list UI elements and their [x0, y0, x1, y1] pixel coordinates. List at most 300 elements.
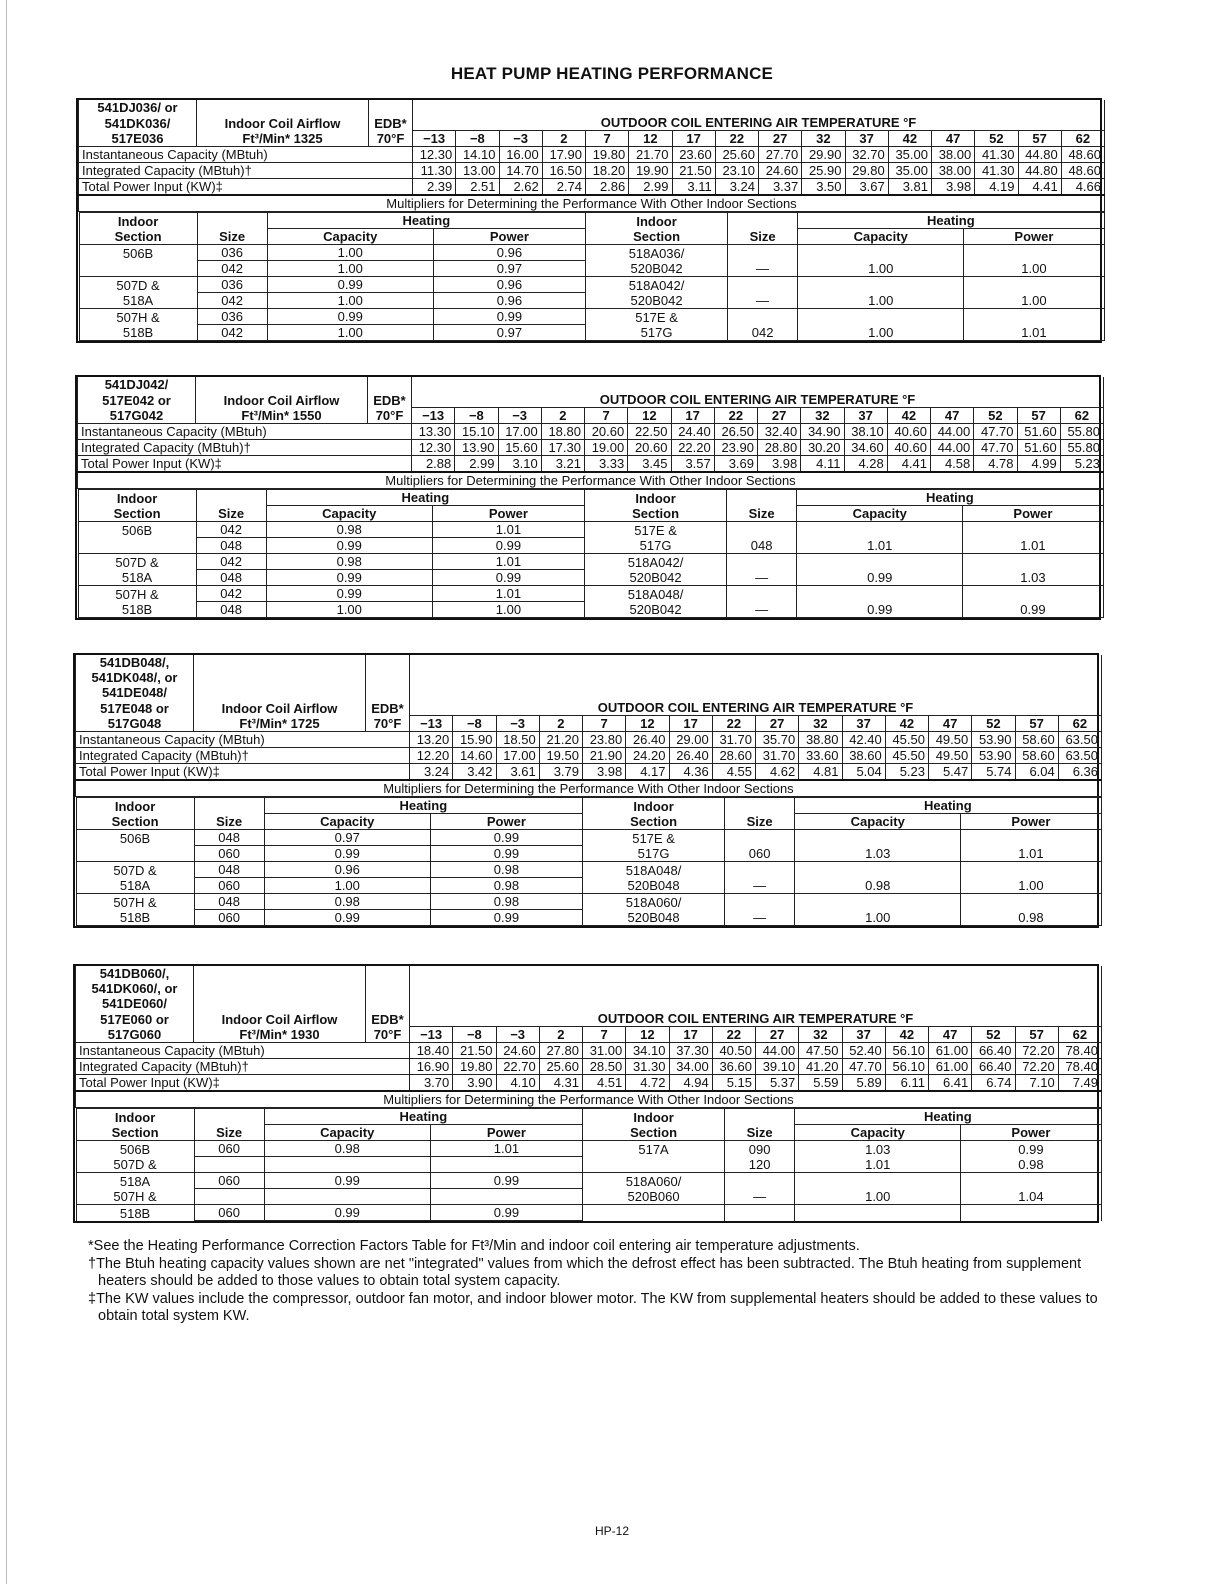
left-cell: 0.99: [266, 538, 432, 554]
value-cell: 3.50: [802, 179, 845, 196]
row-label: Instantaneous Capacity (MBtuh): [79, 147, 413, 163]
value-cell: 4.51: [583, 1075, 626, 1092]
value-cell: 3.37: [759, 179, 802, 196]
edb-temp: 70°F: [369, 131, 413, 147]
right-cell: [961, 830, 1101, 846]
left-cell: 042: [197, 261, 267, 277]
multiplier-row: [76, 878, 1101, 894]
value-cell: 16.90: [410, 1059, 453, 1075]
right-cell: 1.00: [795, 910, 961, 926]
multiplier-row: [79, 309, 1104, 325]
right-cell: 0.99: [797, 570, 963, 586]
value-cell: 4.58: [931, 456, 974, 473]
value-cell: 16.50: [542, 163, 585, 179]
value-cell: 31.30: [626, 1059, 669, 1075]
right-cell: 1.03: [963, 570, 1103, 586]
left-cell: 1.01: [430, 1141, 582, 1157]
airflow-cfm: Ft³/Min* 1550: [196, 408, 368, 424]
heating-header: Heating: [795, 798, 1101, 814]
model-number: 517E042 or: [78, 392, 196, 408]
left-cell: [78, 538, 196, 554]
value-cell: 47.70: [974, 424, 1017, 440]
airflow-cfm: Ft³/Min* 1930: [194, 1027, 366, 1043]
temp-header-6: 17: [669, 716, 712, 732]
value-cell: 78.40: [1058, 1043, 1101, 1059]
left-cell: 0.98: [430, 862, 582, 878]
value-cell: 44.80: [1018, 147, 1061, 163]
multiplier-row: [76, 894, 1101, 910]
multipliers-caption: Multipliers for Determining the Performance With Other Indoor Sections: [76, 780, 1102, 797]
value-cell: 33.60: [799, 748, 842, 764]
value-cell: 23.60: [672, 147, 715, 163]
value-cell: 37.30: [669, 1043, 712, 1059]
left-cell: 507H &: [79, 309, 197, 325]
indoor-multiplier-table: [79, 212, 1105, 341]
value-cell: 24.40: [671, 424, 714, 440]
capacity-header: Capacity: [267, 229, 433, 245]
temp-header-12: 47: [932, 131, 975, 147]
blank: [727, 490, 797, 506]
edb-blank: [366, 670, 410, 685]
power-header: Power: [963, 506, 1103, 522]
power-header: Power: [964, 229, 1104, 245]
airflow-cfm: Ft³/Min* 1725: [194, 716, 366, 732]
left-cell: 042: [196, 586, 266, 602]
value-cell: 3.24: [410, 764, 453, 781]
value-cell: 34.00: [669, 1059, 712, 1075]
capacity-header: Capacity: [266, 506, 432, 522]
value-cell: 27.80: [539, 1043, 582, 1059]
heating-header: Heating: [264, 1109, 582, 1125]
left-cell: 042: [196, 554, 266, 570]
value-cell: 32.70: [845, 147, 888, 163]
value-cell: 3.33: [585, 456, 628, 473]
left-cell: [264, 1189, 430, 1205]
value-cell: 51.60: [1017, 424, 1060, 440]
right-cell: 120: [725, 1157, 795, 1173]
capacity-header: Capacity: [264, 1125, 430, 1141]
right-cell: 1.00: [798, 261, 964, 277]
model-number: 517E048 or: [76, 700, 194, 716]
value-cell: 20.60: [585, 424, 628, 440]
left-cell: [194, 1157, 264, 1173]
instantaneous-capacity-row: [76, 1043, 1102, 1059]
value-cell: 39.10: [756, 1059, 799, 1075]
value-cell: 17.30: [541, 440, 584, 456]
performance-block-048: [73, 653, 1099, 928]
value-cell: 27.70: [759, 147, 802, 163]
temp-header-0: −13: [410, 1027, 453, 1043]
left-cell: 0.99: [264, 846, 430, 862]
row-label: Total Power Input (KW)‡: [76, 764, 410, 781]
value-cell: 13.30: [412, 424, 455, 440]
left-cell: 060: [194, 1141, 264, 1157]
value-cell: 4.41: [1018, 179, 1061, 196]
performance-block-042: [75, 375, 1101, 620]
temp-header-10: 37: [845, 131, 888, 147]
header-blank: [410, 655, 1102, 670]
header-blank: [410, 670, 1102, 685]
left-cell: 0.99: [267, 309, 433, 325]
value-cell: 4.94: [669, 1075, 712, 1092]
temp-header-3: 2: [539, 1027, 582, 1043]
temp-header-11: 42: [888, 131, 931, 147]
edb-label: EDB*: [368, 392, 412, 408]
temp-header-4: 7: [586, 131, 629, 147]
right-cell: [725, 1205, 795, 1221]
value-cell: 3.11: [672, 179, 715, 196]
airflow-blank: [194, 670, 366, 685]
header-blank: [412, 377, 1104, 392]
value-cell: 2.51: [456, 179, 499, 196]
value-cell: 28.80: [758, 440, 801, 456]
left-cell: 0.99: [267, 277, 433, 293]
left-cell: 048: [194, 894, 264, 910]
right-cell: [797, 522, 963, 538]
value-cell: 29.00: [669, 732, 712, 748]
temp-header-15: 62: [1058, 1027, 1101, 1043]
temp-header-13: 52: [972, 1027, 1015, 1043]
temp-header-9: 32: [799, 716, 842, 732]
size-header: Size: [725, 814, 795, 830]
edb-blank: [368, 377, 412, 392]
indoor-header: Indoor: [585, 213, 727, 229]
value-cell: 36.60: [712, 1059, 755, 1075]
value-cell: 25.60: [715, 147, 758, 163]
multiplier-table-cell: [76, 1108, 1102, 1222]
blank: [194, 1109, 264, 1125]
left-cell: 0.99: [432, 538, 584, 554]
right-cell: 518A060/: [582, 894, 724, 910]
left-cell: 048: [196, 602, 266, 618]
value-cell: 19.80: [453, 1059, 496, 1075]
outdoor-temp-header: OUTDOOR COIL ENTERING AIR TEMPERATURE °F: [413, 115, 1105, 131]
multiplier-row: [76, 1173, 1101, 1189]
indoor-header: Indoor: [584, 490, 726, 506]
value-cell: 31.70: [756, 748, 799, 764]
left-cell: 0.98: [266, 522, 432, 538]
right-cell: 048: [727, 538, 797, 554]
left-cell: [79, 261, 197, 277]
right-cell: 1.00: [795, 1189, 961, 1205]
value-cell: 6.41: [929, 1075, 972, 1092]
value-cell: 24.60: [759, 163, 802, 179]
left-cell: 1.01: [432, 522, 584, 538]
airflow-label: Indoor Coil Airflow: [194, 700, 366, 716]
edb-blank: [369, 100, 413, 115]
value-cell: 12.30: [412, 440, 455, 456]
value-cell: 38.00: [932, 163, 975, 179]
temp-header-14: 57: [1015, 716, 1058, 732]
edb-temp: 70°F: [366, 716, 410, 732]
temp-header-0: −13: [412, 408, 455, 424]
right-cell: 060: [725, 846, 795, 862]
value-cell: 48.60: [1061, 163, 1104, 179]
value-cell: 26.40: [669, 748, 712, 764]
value-cell: 3.24: [715, 179, 758, 196]
value-cell: 55.80: [1060, 440, 1103, 456]
temp-header-0: −13: [410, 716, 453, 732]
left-cell: 060: [194, 1173, 264, 1189]
value-cell: 51.60: [1017, 440, 1060, 456]
value-cell: 15.10: [455, 424, 498, 440]
edb-label: EDB*: [369, 115, 413, 131]
right-cell: [727, 586, 797, 602]
left-cell: 0.97: [433, 261, 585, 277]
section-header: Section: [79, 229, 197, 245]
right-cell: 1.00: [961, 878, 1101, 894]
value-cell: 49.50: [929, 748, 972, 764]
value-cell: 41.20: [799, 1059, 842, 1075]
right-cell: 1.01: [795, 1157, 961, 1173]
left-cell: 507H &: [76, 894, 194, 910]
value-cell: 21.90: [583, 748, 626, 764]
value-cell: 28.50: [583, 1059, 626, 1075]
right-cell: 0.99: [963, 602, 1103, 618]
model-number: 541DE048/: [76, 685, 194, 700]
value-cell: 22.70: [496, 1059, 539, 1075]
value-cell: 4.72: [626, 1075, 669, 1092]
heating-header: Heating: [267, 213, 585, 229]
multiplier-table-cell: [79, 212, 1105, 342]
value-cell: 29.80: [845, 163, 888, 179]
right-cell: [797, 586, 963, 602]
airflow-label: Indoor Coil Airflow: [197, 115, 369, 131]
right-cell: 518A060/: [582, 1173, 724, 1189]
integrated-capacity-row: [76, 1059, 1102, 1075]
heating-header: Heating: [795, 1109, 1101, 1125]
temp-header-14: 57: [1018, 131, 1061, 147]
value-cell: 17.00: [496, 748, 539, 764]
temp-header-6: 17: [671, 408, 714, 424]
value-cell: 12.30: [413, 147, 456, 163]
multiplier-row: [78, 570, 1103, 586]
multiplier-table-cell: [78, 489, 1104, 619]
temp-header-7: 22: [714, 408, 757, 424]
multiplier-row: [78, 538, 1103, 554]
right-cell: [795, 1205, 961, 1221]
blank: [196, 490, 266, 506]
right-cell: 1.01: [963, 538, 1103, 554]
left-cell: 0.99: [264, 1173, 430, 1189]
model-number: 541DB048/,: [76, 655, 194, 670]
airflow-blank: [194, 996, 366, 1011]
value-cell: 4.41: [887, 456, 930, 473]
power-header: Power: [430, 814, 582, 830]
left-cell: 0.99: [430, 910, 582, 926]
temp-header-0: −13: [413, 131, 456, 147]
blank: [197, 213, 267, 229]
value-cell: 3.67: [845, 179, 888, 196]
temp-header-14: 57: [1017, 408, 1060, 424]
right-cell: [963, 522, 1103, 538]
left-cell: 060: [194, 846, 264, 862]
value-cell: 3.79: [539, 764, 582, 781]
value-cell: 66.40: [972, 1043, 1015, 1059]
value-cell: 63.50: [1058, 732, 1101, 748]
header-blank: [410, 685, 1102, 700]
right-cell: [725, 894, 795, 910]
right-cell: —: [725, 910, 795, 926]
right-cell: 1.00: [798, 325, 964, 341]
left-cell: 0.97: [433, 325, 585, 341]
value-cell: 49.50: [929, 732, 972, 748]
left-cell: [430, 1189, 582, 1205]
value-cell: 11.30: [413, 163, 456, 179]
total-power-row: [79, 179, 1105, 196]
multiplier-row: [79, 261, 1104, 277]
airflow-blank: [194, 981, 366, 996]
airflow-blank: [194, 685, 366, 700]
instantaneous-capacity-row: [76, 732, 1102, 748]
right-cell: 517E &: [584, 522, 726, 538]
temp-header-9: 32: [799, 1027, 842, 1043]
temp-header-5: 12: [628, 408, 671, 424]
right-cell: [582, 1157, 724, 1173]
value-cell: 22.20: [671, 440, 714, 456]
multiplier-row: [76, 910, 1101, 926]
value-cell: 13.20: [410, 732, 453, 748]
model-number: 517G060: [76, 1027, 194, 1043]
section-header: Section: [582, 1125, 724, 1141]
left-cell: 1.00: [267, 245, 433, 261]
multiplier-row: [76, 1141, 1101, 1157]
temp-header-2: −3: [499, 131, 542, 147]
right-cell: —: [725, 1189, 795, 1205]
temp-header-8: 27: [756, 1027, 799, 1043]
value-cell: 38.60: [842, 748, 885, 764]
temp-header-4: 7: [583, 1027, 626, 1043]
value-cell: 40.50: [712, 1043, 755, 1059]
value-cell: 5.89: [842, 1075, 885, 1092]
right-cell: [961, 862, 1101, 878]
edb-blank: [366, 996, 410, 1011]
left-cell: 518A: [76, 1173, 194, 1189]
value-cell: 3.98: [583, 764, 626, 781]
value-cell: 5.23: [885, 764, 928, 781]
right-cell: 520B060: [582, 1189, 724, 1205]
value-cell: 34.60: [844, 440, 887, 456]
left-cell: 1.00: [267, 293, 433, 309]
model-number: 541DK048/, or: [76, 670, 194, 685]
value-cell: 78.40: [1058, 1059, 1101, 1075]
left-cell: 0.99: [266, 570, 432, 586]
left-cell: 518B: [76, 1205, 194, 1221]
multiplier-row: [76, 1157, 1101, 1173]
section-header: Section: [76, 1125, 194, 1141]
indoor-header: Indoor: [76, 798, 194, 814]
right-cell: 518A048/: [584, 586, 726, 602]
value-cell: 52.40: [842, 1043, 885, 1059]
right-cell: 520B048: [582, 910, 724, 926]
blank: [725, 1109, 795, 1125]
integrated-capacity-row: [79, 163, 1105, 179]
right-cell: [961, 894, 1101, 910]
section-header: Section: [76, 814, 194, 830]
value-cell: 41.30: [975, 147, 1018, 163]
value-cell: 38.00: [932, 147, 975, 163]
value-cell: 3.10: [498, 456, 541, 473]
value-cell: 4.28: [844, 456, 887, 473]
row-label: Total Power Input (KW)‡: [76, 1075, 410, 1092]
temp-header-11: 42: [887, 408, 930, 424]
section-header: Section: [585, 229, 727, 245]
temp-header-9: 32: [801, 408, 844, 424]
right-cell: 1.04: [961, 1189, 1101, 1205]
multiplier-row: [79, 293, 1104, 309]
edb-blank: [366, 685, 410, 700]
capacity-header: Capacity: [795, 814, 961, 830]
value-cell: 4.19: [975, 179, 1018, 196]
temp-header-10: 37: [844, 408, 887, 424]
value-cell: 26.40: [626, 732, 669, 748]
left-cell: 518A: [79, 293, 197, 309]
model-number: 517E060 or: [76, 1011, 194, 1027]
right-cell: —: [728, 293, 798, 309]
value-cell: 55.80: [1060, 424, 1103, 440]
left-cell: 518A: [78, 570, 196, 586]
value-cell: 2.39: [413, 179, 456, 196]
value-cell: 3.98: [758, 456, 801, 473]
left-cell: 1.00: [267, 261, 433, 277]
left-cell: 0.99: [430, 830, 582, 846]
value-cell: 2.99: [455, 456, 498, 473]
value-cell: 5.23: [1060, 456, 1103, 473]
value-cell: 15.60: [498, 440, 541, 456]
value-cell: 20.60: [628, 440, 671, 456]
value-cell: 47.50: [799, 1043, 842, 1059]
value-cell: 15.90: [453, 732, 496, 748]
value-cell: 3.21: [541, 456, 584, 473]
temp-header-8: 27: [758, 408, 801, 424]
value-cell: 44.00: [931, 440, 974, 456]
value-cell: 2.99: [629, 179, 672, 196]
value-cell: 14.60: [453, 748, 496, 764]
temp-header-15: 62: [1061, 131, 1104, 147]
left-cell: 0.98: [430, 878, 582, 894]
right-cell: [725, 862, 795, 878]
right-cell: —: [727, 570, 797, 586]
total-power-row: [76, 764, 1102, 781]
temp-header-6: 17: [672, 131, 715, 147]
section-header: Section: [582, 814, 724, 830]
temp-header-14: 57: [1015, 1027, 1058, 1043]
size-header: Size: [728, 229, 798, 245]
right-cell: 1.03: [795, 1141, 961, 1157]
right-cell: 1.00: [964, 261, 1104, 277]
value-cell: 7.10: [1015, 1075, 1058, 1092]
right-cell: [798, 277, 964, 293]
temp-header-2: −3: [496, 1027, 539, 1043]
right-cell: 518A036/: [585, 245, 727, 261]
left-cell: 0.98: [266, 554, 432, 570]
value-cell: 4.36: [669, 764, 712, 781]
temp-header-3: 2: [539, 716, 582, 732]
left-cell: 0.96: [264, 862, 430, 878]
temp-header-10: 37: [842, 1027, 885, 1043]
temp-header-11: 42: [885, 716, 928, 732]
left-cell: 0.99: [433, 309, 585, 325]
left-cell: 060: [194, 1205, 264, 1221]
performance-table: [75, 655, 1102, 926]
header-blank: [410, 981, 1102, 996]
value-cell: 34.10: [626, 1043, 669, 1059]
right-cell: 0.98: [961, 1157, 1101, 1173]
row-label: Instantaneous Capacity (MBtuh): [76, 732, 410, 748]
right-cell: [795, 830, 961, 846]
performance-block-036: [76, 98, 1102, 343]
total-power-row: [76, 1075, 1102, 1092]
